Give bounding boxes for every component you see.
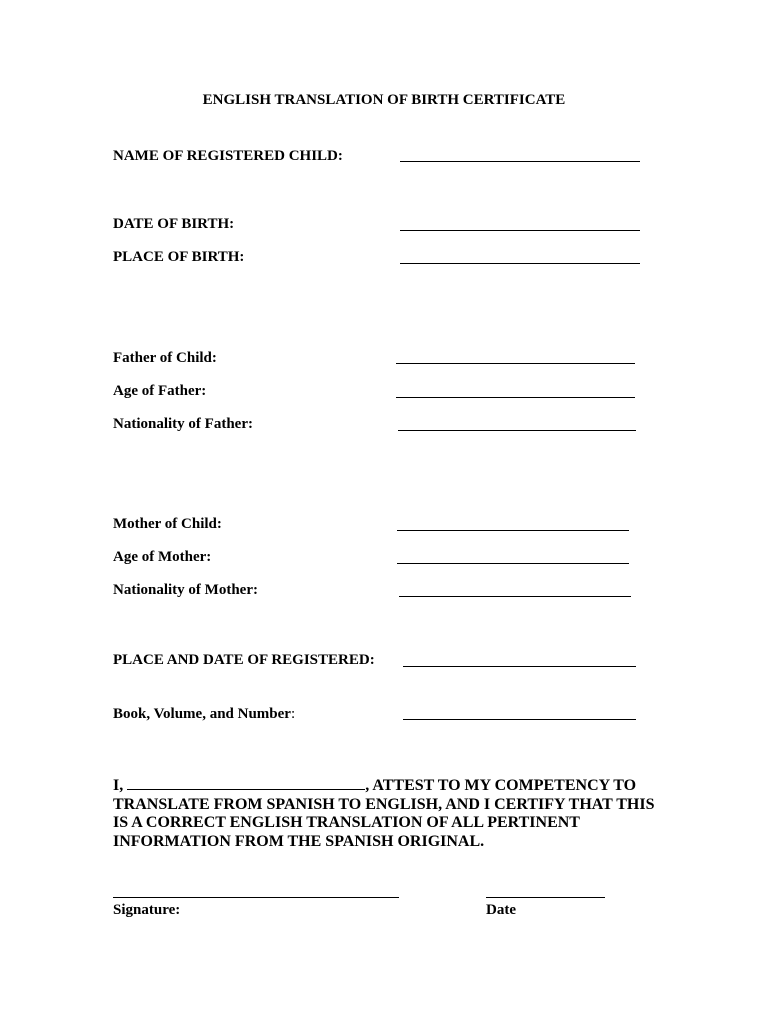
date-of-birth-label: DATE OF BIRTH:: [113, 216, 235, 232]
nationality-mother-label: Nationality of Mother:: [113, 582, 258, 598]
age-father-label: Age of Father:: [113, 383, 207, 399]
age-father-field[interactable]: [396, 397, 635, 398]
date-line[interactable]: [486, 897, 605, 898]
book-volume-number-label: [113, 706, 295, 723]
father-field[interactable]: [396, 363, 635, 364]
place-of-birth-label: PLACE OF BIRTH:: [113, 249, 245, 265]
book-volume-number-text: Book, Volume, and Number: [113, 706, 291, 722]
signature-line[interactable]: [113, 897, 399, 898]
attestation-prefix: I,: [113, 777, 124, 794]
nationality-mother-field[interactable]: [399, 596, 631, 597]
age-mother-label: Age of Mother:: [113, 549, 212, 565]
book-volume-number-colon: :: [290, 706, 296, 722]
child-name-label: NAME OF REGISTERED CHILD:: [113, 148, 343, 164]
nationality-father-label: Nationality of Father:: [113, 416, 253, 432]
age-mother-field[interactable]: [397, 563, 629, 564]
place-of-birth-field[interactable]: [400, 263, 640, 264]
nationality-father-field[interactable]: [398, 430, 636, 431]
attestation-text: , ATTEST TO MY COMPETENCY TO TRANSLATE FROM SPANISH TO ENGLISH, AND I CERTIFY THAT THIS IS A CORRECT ENGLISH TRANSLATION OF ALL PERTINENT INFORMATION FROM THE SPANISH ORIGINAL.: [113, 777, 655, 850]
date-of-birth-field[interactable]: [400, 230, 640, 231]
place-date-registered-field[interactable]: [403, 666, 636, 667]
translator-name-field[interactable]: [127, 776, 365, 790]
father-label: Father of Child:: [113, 350, 217, 366]
child-name-field[interactable]: [400, 161, 640, 162]
attestation-paragraph: [113, 776, 673, 851]
place-date-registered-label: PLACE AND DATE OF REGISTERED:: [113, 652, 375, 668]
document-title: ENGLISH TRANSLATION OF BIRTH CERTIFICATE: [202, 92, 566, 108]
mother-label: Mother of Child:: [113, 516, 222, 532]
mother-field[interactable]: [397, 530, 629, 531]
date-label: Date: [486, 902, 516, 918]
book-volume-number-field[interactable]: [403, 719, 636, 720]
signature-label: Signature:: [113, 902, 181, 918]
